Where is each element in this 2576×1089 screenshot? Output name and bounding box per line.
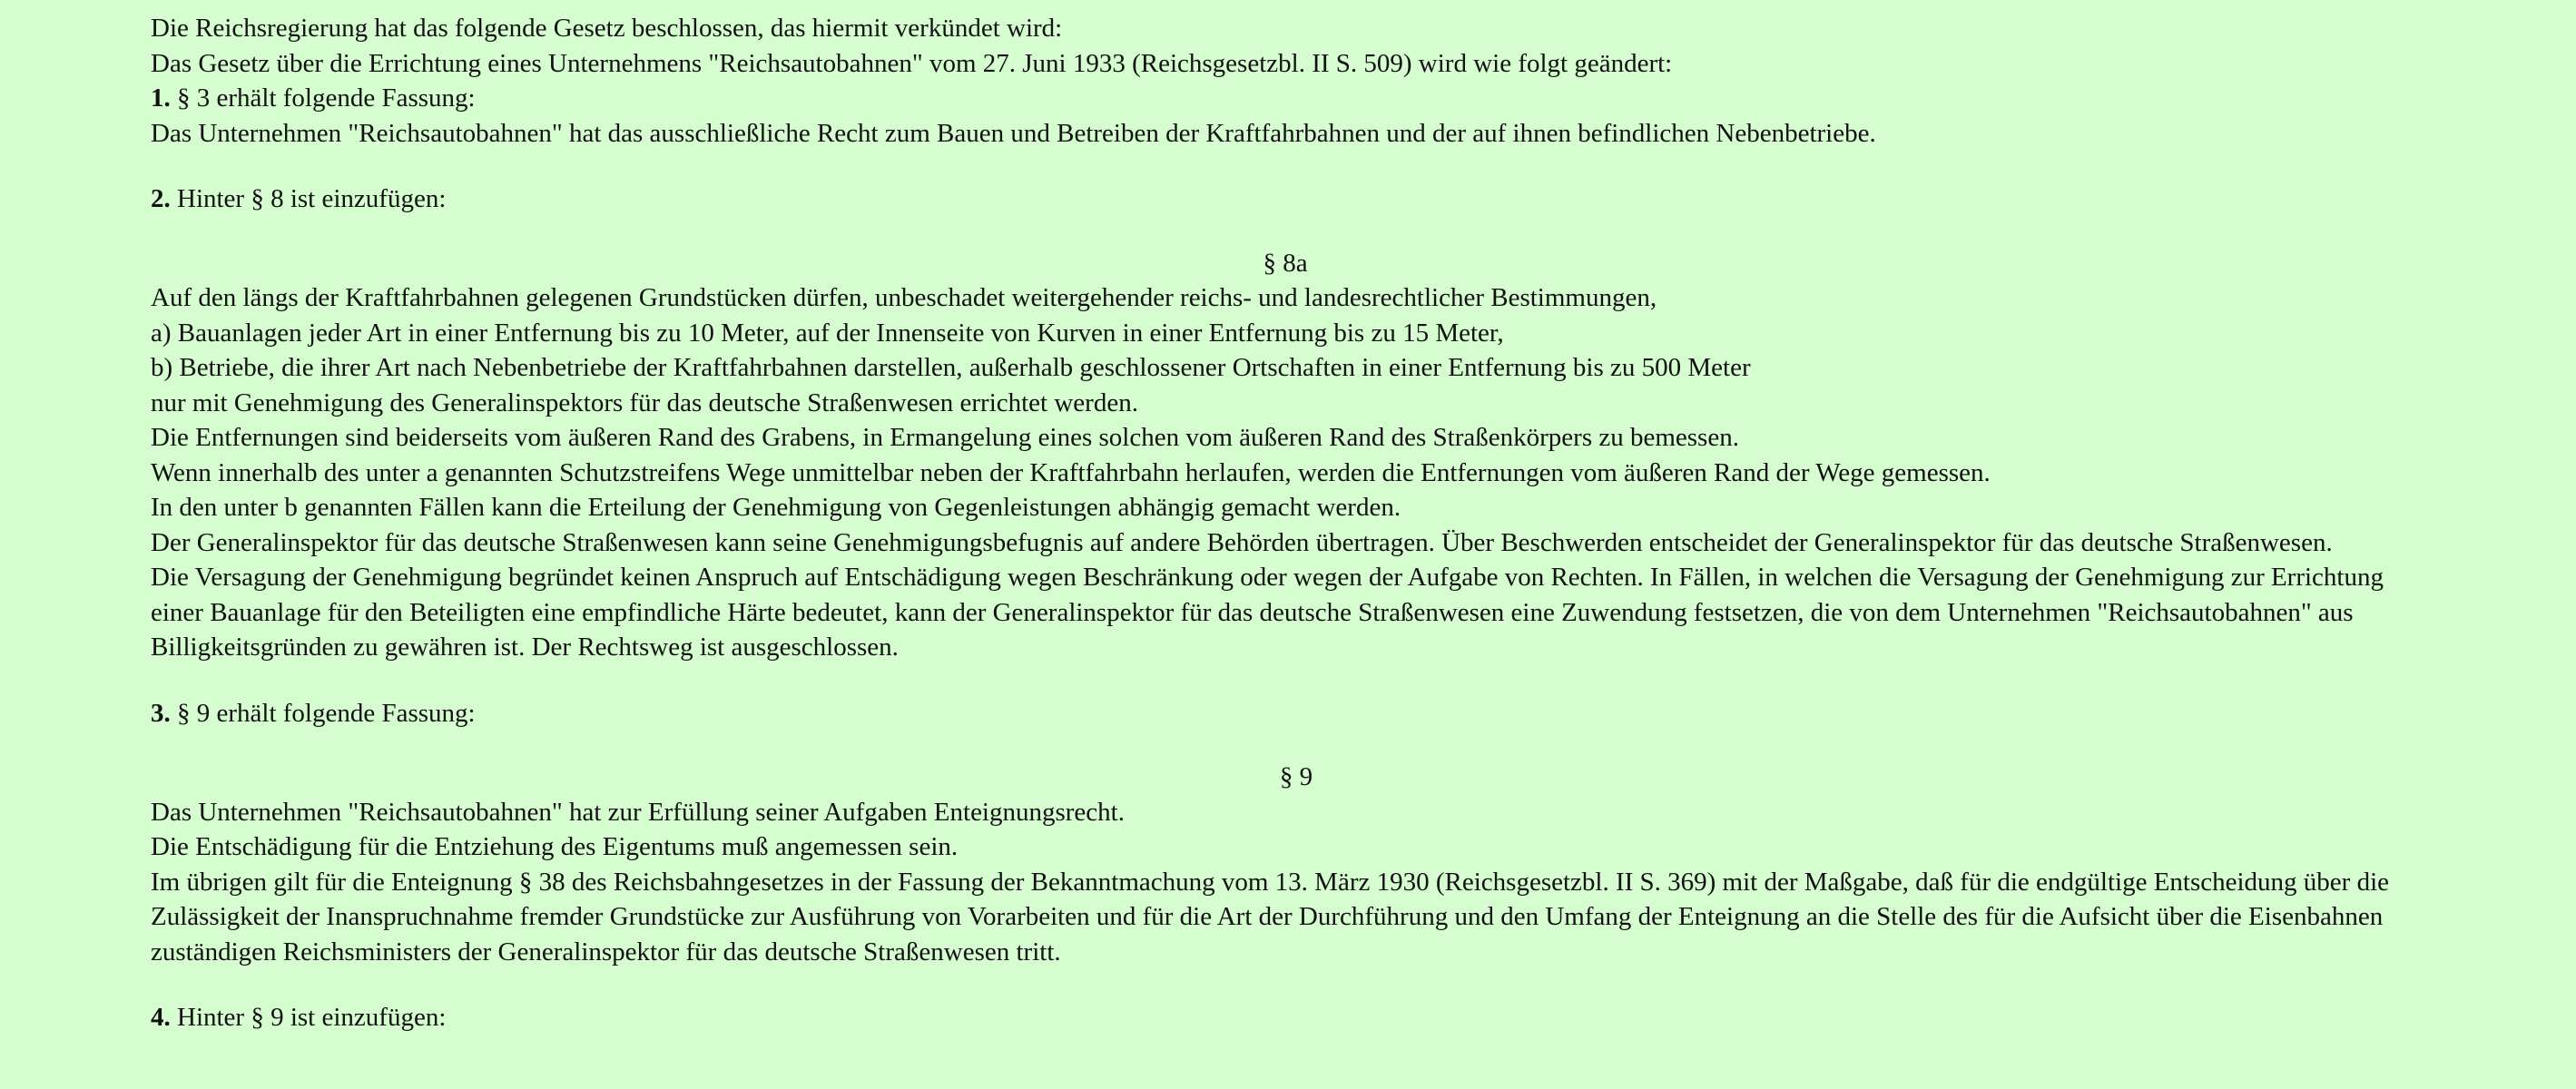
- item-3-heading-text: § 9 erhält folgende Fassung:: [177, 698, 476, 728]
- section-8a-line: b) Betriebe, die ihrer Art nach Nebenbetriebe der Kraftfahrbahnen darstellen, außerhalb geschlossener Ortschaften in einer Entfernung bis zu 500 Meter: [151, 353, 1751, 382]
- section-8a-line: a) Bauanlagen jeder Art in einer Entfernung bis zu 10 Meter, auf der Innenseite von Kurven in einer Entfernung bis zu 15 Meter,: [151, 318, 1504, 348]
- intro-line-1: Die Reichsregierung hat das folgende Gesetz beschlossen, das hiermit verkündet wird:: [151, 14, 1063, 43]
- section-8a-authority-paragraph: Der Generalinspektor für das deutsche Straßenwesen kann seine Genehmigungsbefugnis auf andere Behörden übertragen. Über Beschwerden entscheidet der Generalinspektor für das deutsche Straßenwesen.: [151, 527, 2333, 557]
- section-8a-line: nur mit Genehmigung des Generalinspektors für das deutsche Straßenwesen errichtet werden.: [151, 388, 1138, 417]
- section-8a-line: In den unter b genannten Fällen kann die Erteilung der Genehmigung von Gegenleistungen abhängig gemacht werden.: [151, 493, 1401, 522]
- law-document: [151, 11, 2438, 1035]
- item-1-heading-text: § 3 erhält folgende Fassung:: [177, 83, 476, 113]
- item-4-heading: [151, 1000, 2438, 1035]
- item-3-heading: [151, 696, 2438, 731]
- item-2-heading: [151, 182, 2438, 217]
- item-2-heading-text: Hinter § 8 ist einzufügen:: [177, 184, 447, 213]
- section-8a-line: Die Entfernungen sind beiderseits vom äußeren Rand des Grabens, in Ermangelung eines solchen vom äußeren Rand des Straßenkörpers zu bemessen.: [151, 423, 1739, 452]
- item-4-heading-text: Hinter § 9 ist einzufügen:: [177, 1003, 447, 1032]
- section-8a-line: Auf den längs der Kraftfahrbahnen gelegenen Grundstücken dürfen, unbeschadet weitergehender reichs- und landesrechtlicher Bestimmungen,: [151, 283, 1657, 312]
- section-8a-title: § 8a: [1263, 248, 1308, 278]
- item-2-number: 2.: [151, 184, 171, 213]
- intro-line-2: Das Gesetz über die Errichtung eines Unternehmens "Reichsautobahnen" vom 27. Juni 1933 (Reichsgesetzbl. II S. 509) wird wie folgt geändert:: [151, 48, 1673, 78]
- section-9-title: § 9: [1279, 762, 1313, 791]
- section-9-expropriation-paragraph: Im übrigen gilt für die Enteignung § 38 des Reichsbahngesetzes in der Fassung der Bekanntmachung vom 13. März 1930 (Reichsgesetzbl. II S. 369) mit der Maßgabe, daß für die endgültige Entscheidung über die Zulässigkeit der Inanspruchnahme fremder Grundstücke zur Ausführung von Vorarbeiten und für die Art der Durchführung und den Umfang der Enteignung an die Stelle des für die Aufsicht über die Eisenbahnen zuständigen Reichsministers der Generalinspektor für das deutsche Straßenwesen tritt.: [151, 867, 2390, 966]
- section-8a-line: Wenn innerhalb des unter a genannten Schutzstreifens Wege unmittelbar neben der Kraftfahrbahn herlaufen, werden die Entfernungen vom äußeren Rand der Wege gemessen.: [151, 457, 1991, 487]
- item-1-number: 1.: [151, 83, 171, 113]
- item-1-heading: [151, 81, 2438, 116]
- section-9-line: Die Entschädigung für die Entziehung des Eigentums muß angemessen sein.: [151, 832, 959, 861]
- section-9-line: Das Unternehmen "Reichsautobahnen" hat zur Erfüllung seiner Aufgaben Enteignungsrecht.: [151, 797, 1125, 827]
- item-3-number: 3.: [151, 698, 171, 728]
- section-8a-refusal-paragraph: Die Versagung der Genehmigung begründet keinen Anspruch auf Entschädigung wegen Beschränkung oder wegen der Aufgabe von Rechten. In Fällen, in welchen die Versagung der Genehmigung zur Errichtung einer Bauanlage für den Beteiligten eine empfindliche Härte bedeutet, kann der Generalinspektor für das deutsche Straßenwesen eine Zuwendung festsetzen, die von dem Unternehmen "Reichsautobahnen" aus Billigkeitsgründen zu gewähren ist. Der Rechtsweg ist ausgeschlossen.: [151, 563, 2384, 662]
- item-4-number: 4.: [151, 1003, 171, 1032]
- item-1-text: Das Unternehmen "Reichsautobahnen" hat das ausschließliche Recht zum Bauen und Betreiben der Kraftfahrbahnen und der auf ihnen befindlichen Nebenbetriebe.: [151, 118, 1876, 148]
